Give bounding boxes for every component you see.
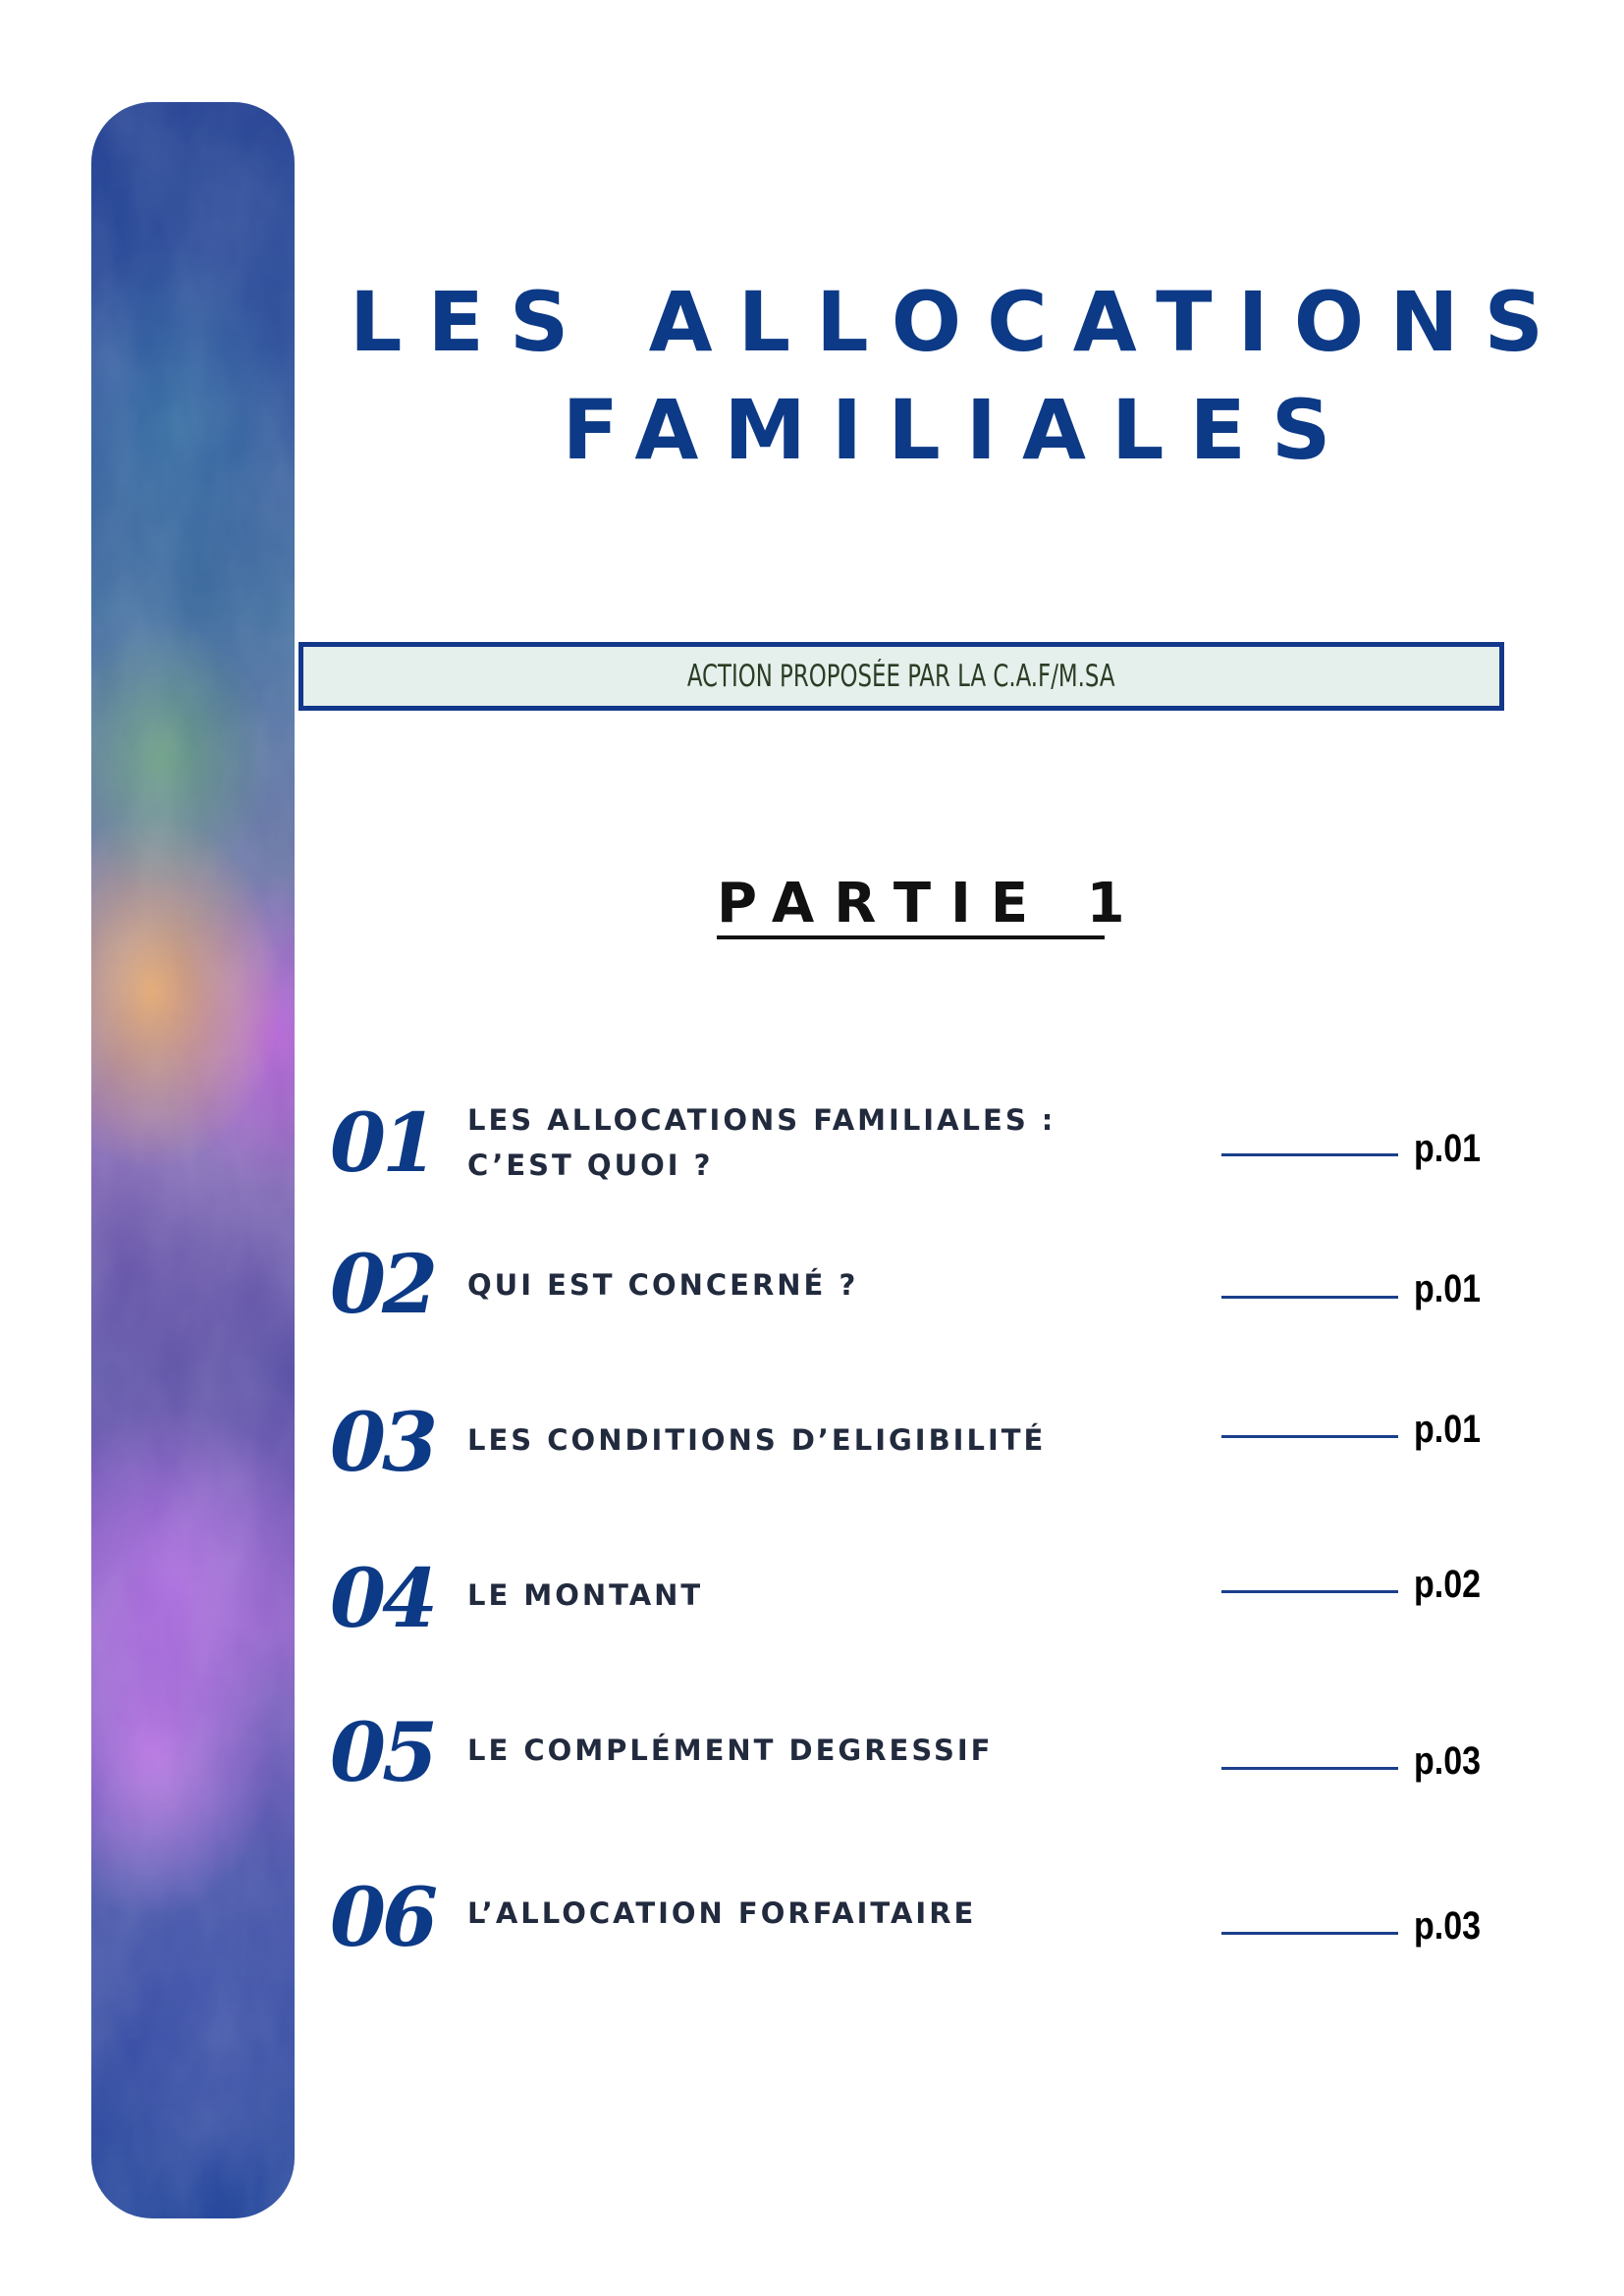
toc-item-01[interactable] — [0, 1097, 1624, 1196]
subtitle-banner — [298, 642, 1504, 711]
toc-number: 05 — [330, 1706, 435, 1800]
toc-page-number: p.03 — [1414, 1739, 1482, 1783]
toc-number: 04 — [330, 1552, 435, 1646]
document-title-line2: FAMILIALES — [562, 382, 1357, 478]
toc-label: L’ALLOCATION FORFAITAIRE — [467, 1896, 977, 1930]
toc-item-04[interactable] — [0, 1552, 1624, 1653]
toc-label: LE COMPLÉMENT DEGRESSIF — [467, 1734, 994, 1767]
toc-leader-line — [1221, 1767, 1398, 1770]
toc-label-line2: C’EST QUOI ? — [467, 1148, 714, 1182]
toc-number: 02 — [330, 1238, 435, 1332]
toc-label: LES CONDITIONS D’ELIGIBILITÉ — [467, 1423, 1047, 1457]
toc-page-number: p.01 — [1414, 1127, 1482, 1170]
part-title: PARTIE 1 — [717, 872, 1145, 935]
toc-page-number: p.01 — [1414, 1267, 1482, 1310]
toc-page-number: p.03 — [1414, 1904, 1482, 1948]
part-title-underline — [717, 935, 1105, 939]
toc-label: LE MONTANT — [467, 1578, 704, 1612]
toc-item-05[interactable] — [0, 1706, 1624, 1808]
toc-page-number: p.02 — [1414, 1563, 1482, 1606]
toc-leader-line — [1221, 1435, 1398, 1438]
toc-number: 03 — [330, 1396, 435, 1490]
toc-page-number: p.01 — [1414, 1408, 1482, 1451]
toc-number: 06 — [330, 1871, 435, 1965]
toc-leader-line — [1221, 1932, 1398, 1935]
toc-label: LES ALLOCATIONS FAMILIALES : — [467, 1103, 1056, 1137]
toc-leader-line — [1221, 1153, 1398, 1156]
subtitle-text: ACTION PROPOSÉE PAR LA C.A.F/M.SA — [687, 659, 1115, 694]
toc-item-02[interactable] — [0, 1238, 1624, 1343]
toc-number: 01 — [330, 1096, 435, 1191]
toc-leader-line — [1221, 1590, 1398, 1593]
document-title-line1: LES ALLOCATIONS — [349, 274, 1570, 370]
toc-label: QUI EST CONCERNÉ ? — [467, 1268, 859, 1302]
toc-leader-line — [1221, 1296, 1398, 1299]
toc-item-03[interactable] — [0, 1396, 1624, 1498]
toc-item-06[interactable] — [0, 1871, 1624, 1973]
